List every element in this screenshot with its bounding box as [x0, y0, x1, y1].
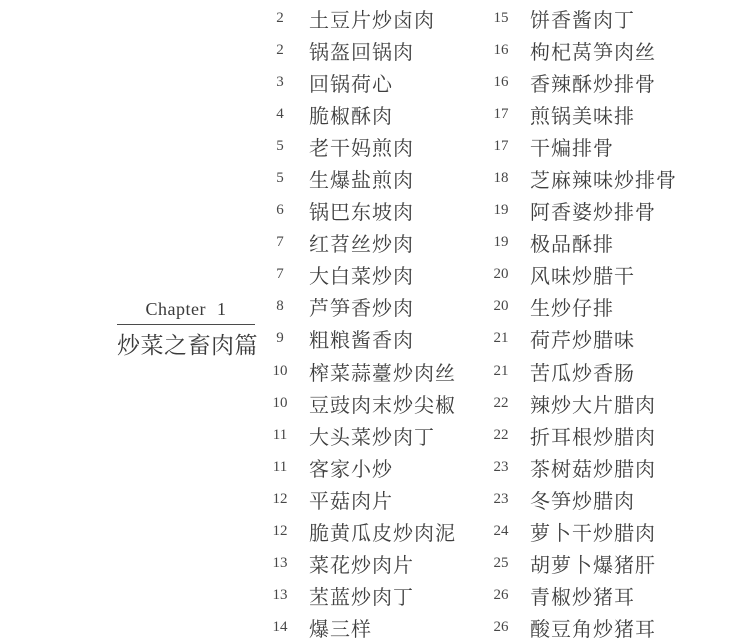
dish-title: 老干妈煎肉 — [309, 137, 414, 160]
toc-row — [261, 580, 456, 612]
page-number: 26 — [493, 619, 509, 636]
dish-title: 饼香酱肉丁 — [530, 9, 635, 32]
page-number: 9 — [276, 330, 284, 347]
toc-row — [261, 2, 456, 34]
toc-row — [261, 66, 456, 98]
toc-row — [482, 355, 677, 387]
page-number: 19 — [493, 234, 509, 251]
page-number: 20 — [493, 266, 509, 283]
toc-row — [261, 548, 456, 580]
dish-title: 香辣酥炒排骨 — [530, 73, 656, 96]
toc-row — [482, 98, 677, 130]
page-number: 21 — [493, 330, 509, 347]
page-number: 10 — [272, 394, 288, 411]
toc-row — [482, 195, 677, 227]
page-number: 6 — [276, 202, 284, 219]
dish-title: 风味炒腊干 — [530, 266, 635, 289]
dish-title: 豆豉肉末炒尖椒 — [309, 394, 456, 417]
toc-row — [261, 98, 456, 130]
toc-row — [482, 66, 677, 98]
page-number: 19 — [493, 202, 509, 219]
toc-row — [261, 259, 456, 291]
toc-row — [261, 323, 456, 355]
dish-title: 苦瓜炒香肠 — [530, 362, 635, 385]
toc-row — [261, 387, 456, 419]
dish-title: 锅巴东坡肉 — [309, 202, 414, 225]
page-number: 10 — [272, 362, 288, 379]
toc-row — [261, 612, 456, 644]
dish-title: 回锅荷心 — [309, 73, 393, 96]
toc-row — [261, 355, 456, 387]
toc-row — [482, 259, 677, 291]
page-number: 13 — [272, 555, 288, 572]
dish-title: 粗粮酱香肉 — [309, 330, 414, 353]
dish-title: 脆黄瓜皮炒肉泥 — [309, 523, 456, 546]
page-number: 24 — [493, 523, 509, 540]
page-number: 7 — [276, 266, 284, 283]
dish-title: 折耳根炒腊肉 — [530, 426, 656, 449]
page-number: 2 — [276, 9, 284, 26]
dish-title: 苤蓝炒肉丁 — [309, 587, 414, 610]
dish-title: 平菇肉片 — [309, 490, 393, 513]
dish-title: 煎锅美味排 — [530, 105, 635, 128]
page-number: 26 — [493, 587, 509, 604]
dish-title: 极品酥排 — [530, 234, 614, 257]
page-number: 21 — [493, 362, 509, 379]
dish-title: 脆椒酥肉 — [309, 105, 393, 128]
toc-row — [261, 162, 456, 194]
dish-title: 红苕丝炒肉 — [309, 234, 414, 257]
dish-title: 土豆片炒卤肉 — [309, 9, 435, 32]
toc-row — [261, 483, 456, 515]
page-number: 20 — [493, 298, 509, 315]
page-number: 18 — [493, 170, 509, 187]
toc-row — [482, 291, 677, 323]
page-number: 22 — [493, 426, 509, 443]
page-number: 4 — [276, 105, 284, 122]
page-number: 16 — [493, 73, 509, 90]
page-number: 15 — [493, 9, 509, 26]
toc-row — [482, 162, 677, 194]
toc-row — [482, 451, 677, 483]
dish-title: 茶树菇炒腊肉 — [530, 458, 656, 481]
dish-title: 生爆盐煎肉 — [309, 170, 414, 193]
toc-row — [482, 419, 677, 451]
chapter-label: Chapter 1 — [117, 300, 255, 325]
toc-row — [261, 227, 456, 259]
dish-title: 阿香婆炒排骨 — [530, 202, 656, 225]
toc-row — [261, 291, 456, 323]
page-number: 12 — [272, 490, 288, 507]
toc-row — [482, 548, 677, 580]
toc-row — [261, 516, 456, 548]
page-number: 17 — [493, 137, 509, 154]
page-number: 11 — [272, 426, 288, 443]
toc-row — [482, 130, 677, 162]
page-number: 2 — [276, 41, 284, 58]
toc-row — [482, 323, 677, 355]
toc-left-column — [261, 2, 456, 644]
page-number: 23 — [493, 458, 509, 475]
dish-title: 菜花炒肉片 — [309, 555, 414, 578]
dish-title: 芦笋香炒肉 — [309, 298, 414, 321]
chapter-title: 炒菜之畜肉篇 — [117, 333, 258, 358]
dish-title: 青椒炒猪耳 — [530, 587, 635, 610]
toc-row — [482, 516, 677, 548]
page-number: 14 — [272, 619, 288, 636]
dish-title: 锅盔回锅肉 — [309, 41, 414, 64]
toc-right-column — [482, 2, 677, 644]
page-number: 3 — [276, 73, 284, 90]
dish-title: 辣炒大片腊肉 — [530, 394, 656, 417]
page-number: 12 — [272, 523, 288, 540]
page-number: 5 — [276, 137, 284, 154]
dish-title: 榨菜蒜薹炒肉丝 — [309, 362, 456, 385]
page-number: 11 — [272, 458, 288, 475]
dish-title: 爆三样 — [309, 619, 372, 642]
dish-title: 干煸排骨 — [530, 137, 614, 160]
dish-title: 枸杞莴笋肉丝 — [530, 41, 656, 64]
page-number: 13 — [272, 587, 288, 604]
toc-row — [482, 34, 677, 66]
page-number: 5 — [276, 170, 284, 187]
page-number: 22 — [493, 394, 509, 411]
page-number: 25 — [493, 555, 509, 572]
dish-title: 芝麻辣味炒排骨 — [530, 170, 677, 193]
page-number: 16 — [493, 41, 509, 58]
dish-title: 生炒仔排 — [530, 298, 614, 321]
toc-row — [261, 419, 456, 451]
page-number: 7 — [276, 234, 284, 251]
toc-row — [482, 227, 677, 259]
page-number: 23 — [493, 490, 509, 507]
dish-title: 大头菜炒肉丁 — [309, 426, 435, 449]
toc-row — [482, 483, 677, 515]
page-number: 17 — [493, 105, 509, 122]
toc-row — [261, 195, 456, 227]
dish-title: 客家小炒 — [309, 458, 393, 481]
toc-row — [482, 387, 677, 419]
dish-title: 荷芹炒腊味 — [530, 330, 635, 353]
toc-row — [261, 34, 456, 66]
dish-title: 酸豆角炒猪耳 — [530, 619, 656, 642]
page-number: 8 — [276, 298, 284, 315]
toc-row — [261, 451, 456, 483]
toc-row — [261, 130, 456, 162]
dish-title: 冬笋炒腊肉 — [530, 490, 635, 513]
toc-row — [482, 612, 677, 644]
toc-row — [482, 2, 677, 34]
chapter-block — [117, 299, 258, 358]
dish-title: 胡萝卜爆猪肝 — [530, 555, 656, 578]
dish-title: 萝卜干炒腊肉 — [530, 523, 656, 546]
toc-row — [482, 580, 677, 612]
dish-title: 大白菜炒肉 — [309, 266, 414, 289]
